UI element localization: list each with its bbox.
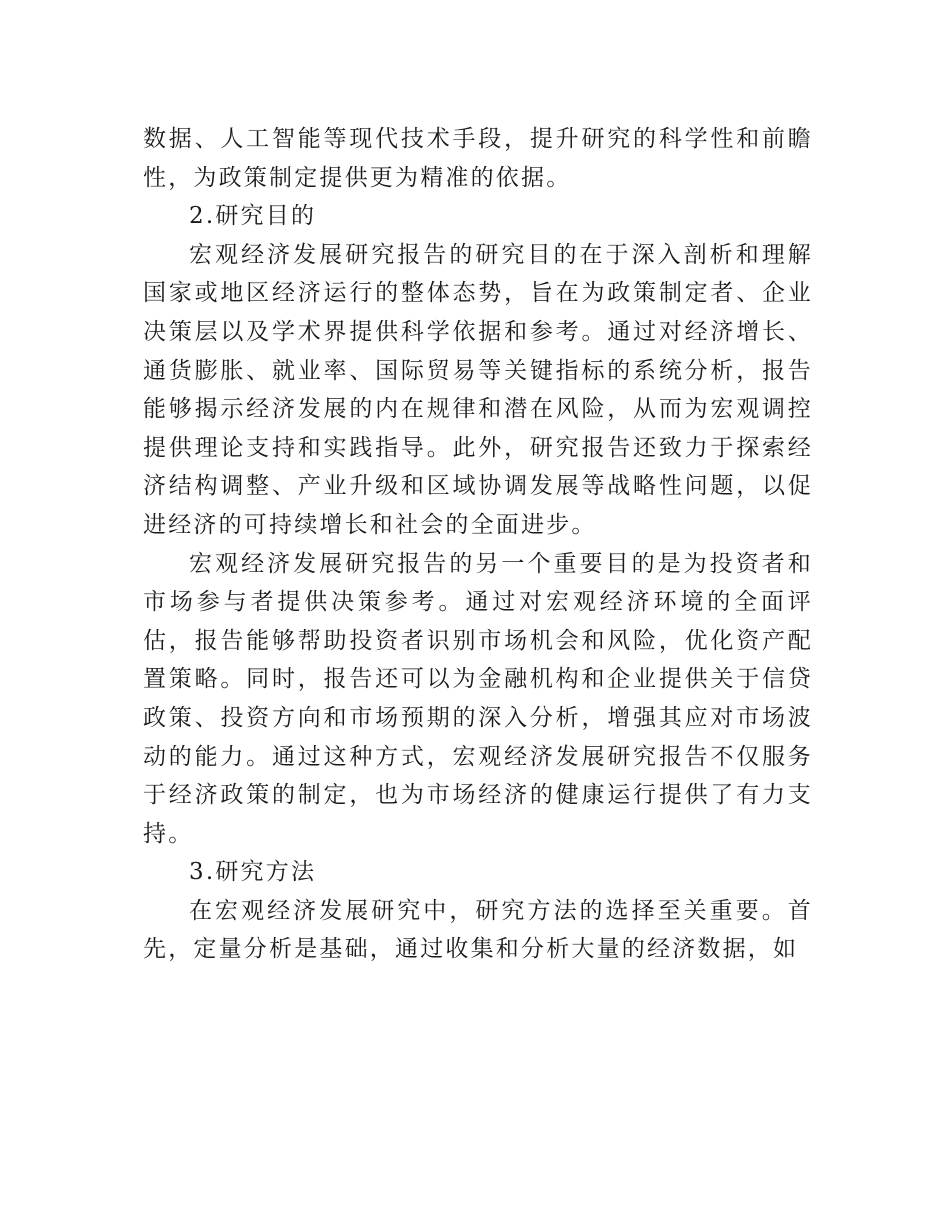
section-heading-research-method: 3.研究方法 [189,859,317,886]
paragraph-research-purpose-2: 宏观经济发展研究报告的另一个重要目的是为投资者和市场参与者提供决策参考。通过对宏观经济环境的全面评估，报告能够帮助投资者识别市场机会和风险，优化资产配置策略。同时，报告还可以为金融机构和企业提供关于信贷政策、投资方向和市场预期的深入分析，增强其应对市场波动的能力。通过这种方式，宏观经济发展研究报告不仅服务于经济政策的制定，也为市场经济的健康运行提供了有力支持。 [143,550,813,847]
document-body [143,120,813,969]
paragraph-continuation: 数据、人工智能等现代技术手段，提升研究的科学性和前瞻性，为政策制定提供更为精准的依据。 [143,126,813,191]
section-heading-research-purpose: 2.研究目的 [189,203,317,230]
paragraph-research-method-1: 在宏观经济发展研究中，研究方法的选择至关重要。首先，定量分析是基础，通过收集和分析大量的经济数据，如 [143,897,813,963]
paragraph-research-purpose-1: 宏观经济发展研究报告的研究目的在于深入剖析和理解国家或地区经济运行的整体态势，旨在为政策制定者、企业决策层以及学术界提供科学依据和参考。通过对经济增长、通货膨胀、就业率、国际贸易等关键指标的系统分析，报告能够揭示经济发展的内在规律和潜在风险，从而为宏观调控提供理论支持和实践指导。此外，研究报告还致力于探索经济结构调整、产业升级和区域协调发展等战略性问题，以促进经济的可持续增长和社会的全面进步。 [143,241,813,538]
